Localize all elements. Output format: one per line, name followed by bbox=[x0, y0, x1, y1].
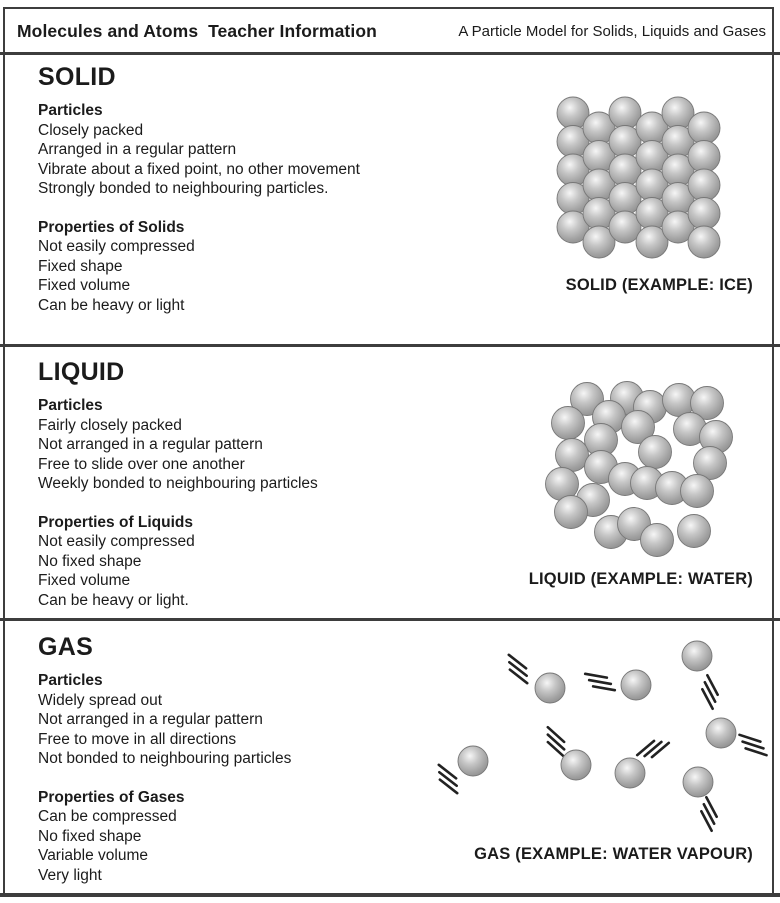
particle-sphere bbox=[555, 496, 588, 529]
solid-particle-diagram bbox=[557, 97, 720, 258]
particle-sphere bbox=[561, 750, 591, 780]
motion-line bbox=[548, 742, 564, 757]
particle-sphere bbox=[688, 198, 720, 230]
motion-line bbox=[548, 735, 564, 750]
motion-lines bbox=[637, 735, 669, 764]
motion-line bbox=[593, 686, 615, 690]
gas-particle-diagram bbox=[432, 641, 770, 831]
solid-properties-line: Can be heavy or light bbox=[38, 296, 185, 314]
liquid-caption: LIQUID (EXAMPLE: WATER) bbox=[528, 570, 753, 588]
particle-sphere bbox=[688, 226, 720, 258]
motion-line bbox=[439, 772, 456, 786]
motion-lines bbox=[583, 674, 616, 690]
gas-properties-line: Very light bbox=[38, 866, 102, 884]
particle-sphere bbox=[706, 718, 736, 748]
particle-sphere bbox=[552, 407, 585, 440]
motion-line bbox=[440, 780, 457, 794]
particle-sphere bbox=[682, 641, 712, 671]
motion-lines bbox=[432, 765, 464, 793]
motion-lines bbox=[698, 675, 723, 708]
liquid-particles-heading: Particles bbox=[38, 397, 103, 414]
motion-lines bbox=[736, 735, 770, 755]
liquid-particle-diagram bbox=[546, 382, 733, 557]
liquid-properties-heading: Properties of Liquids bbox=[38, 513, 194, 531]
motion-line bbox=[510, 670, 527, 684]
particle-sphere bbox=[678, 515, 711, 548]
liquid-particles-line: Not arranged in a regular pattern bbox=[38, 436, 263, 453]
solid-title: SOLID bbox=[38, 63, 116, 91]
particle-sphere bbox=[621, 670, 651, 700]
liquid-properties-line: Can be heavy or light. bbox=[38, 591, 189, 609]
motion-line bbox=[548, 727, 564, 742]
motion-lines bbox=[502, 655, 534, 683]
page-subtitle: A Particle Model for Solids, Liquids and Gases bbox=[458, 23, 766, 40]
solid-particles-line: Strongly bonded to neighbouring particles. bbox=[38, 180, 329, 197]
motion-lines bbox=[697, 797, 722, 830]
motion-line bbox=[509, 662, 526, 676]
gas-particles-line: Free to move in all directions bbox=[38, 730, 237, 748]
gas-particles-line: Not bonded to neighbouring particles bbox=[38, 750, 292, 767]
gas-properties-line: No fixed shape bbox=[38, 827, 142, 845]
solid-particles-line: Closely packed bbox=[38, 121, 144, 139]
particle-sphere bbox=[688, 141, 720, 173]
gas-particles-heading: Particles bbox=[38, 672, 103, 689]
page-title: Molecules and Atoms Teacher Information bbox=[17, 21, 377, 41]
particle-sphere bbox=[641, 524, 674, 557]
solid-particles-heading: Particles bbox=[38, 102, 103, 119]
solid-particles-line: Vibrate about a fixed point, no other movement bbox=[38, 160, 360, 178]
solid-caption: SOLID (EXAMPLE: ICE) bbox=[565, 276, 753, 294]
gas-caption: GAS (EXAMPLE: WATER VAPOUR) bbox=[474, 845, 753, 863]
motion-line bbox=[439, 765, 456, 779]
motion-line bbox=[637, 741, 654, 755]
particle-sphere bbox=[615, 758, 645, 788]
gas-particles-line: Not arranged in a regular pattern bbox=[38, 711, 263, 728]
solid-properties-line: Fixed shape bbox=[38, 257, 123, 275]
motion-line bbox=[509, 655, 526, 669]
particle-sphere bbox=[639, 436, 672, 469]
particle-sphere bbox=[458, 746, 488, 776]
solid-particles-line: Arranged in a regular pattern bbox=[38, 141, 237, 158]
liquid-particles-line: Fairly closely packed bbox=[38, 416, 182, 434]
particle-sphere bbox=[535, 673, 565, 703]
gas-title: GAS bbox=[38, 633, 94, 661]
particle-sphere bbox=[556, 439, 589, 472]
gas-particles-line: Widely spread out bbox=[38, 691, 163, 709]
gas-properties-line: Can be compressed bbox=[38, 808, 177, 825]
motion-line bbox=[652, 743, 669, 757]
gas-properties-line: Variable volume bbox=[38, 847, 148, 864]
gas-properties-heading: Properties of Gases bbox=[38, 788, 185, 806]
particle-sphere bbox=[683, 767, 713, 797]
liquid-particles-line: Free to slide over one another bbox=[38, 455, 245, 473]
liquid-title: LIQUID bbox=[38, 358, 125, 386]
motion-line bbox=[645, 742, 662, 756]
particle-sphere bbox=[688, 169, 720, 201]
particle-sphere bbox=[688, 112, 720, 144]
motion-line bbox=[589, 680, 611, 684]
liquid-properties-line: No fixed shape bbox=[38, 552, 142, 570]
liquid-properties-line: Fixed volume bbox=[38, 572, 131, 589]
liquid-particles-line: Weekly bonded to neighbouring particles bbox=[38, 475, 318, 492]
solid-properties-line: Not easily compressed bbox=[38, 238, 195, 255]
particle-sphere bbox=[681, 475, 714, 508]
solid-properties-line: Fixed volume bbox=[38, 277, 131, 294]
solid-properties-heading: Properties of Solids bbox=[38, 218, 185, 236]
liquid-properties-line: Not easily compressed bbox=[38, 533, 195, 550]
motion-lines bbox=[540, 727, 571, 757]
motion-line bbox=[585, 674, 607, 678]
